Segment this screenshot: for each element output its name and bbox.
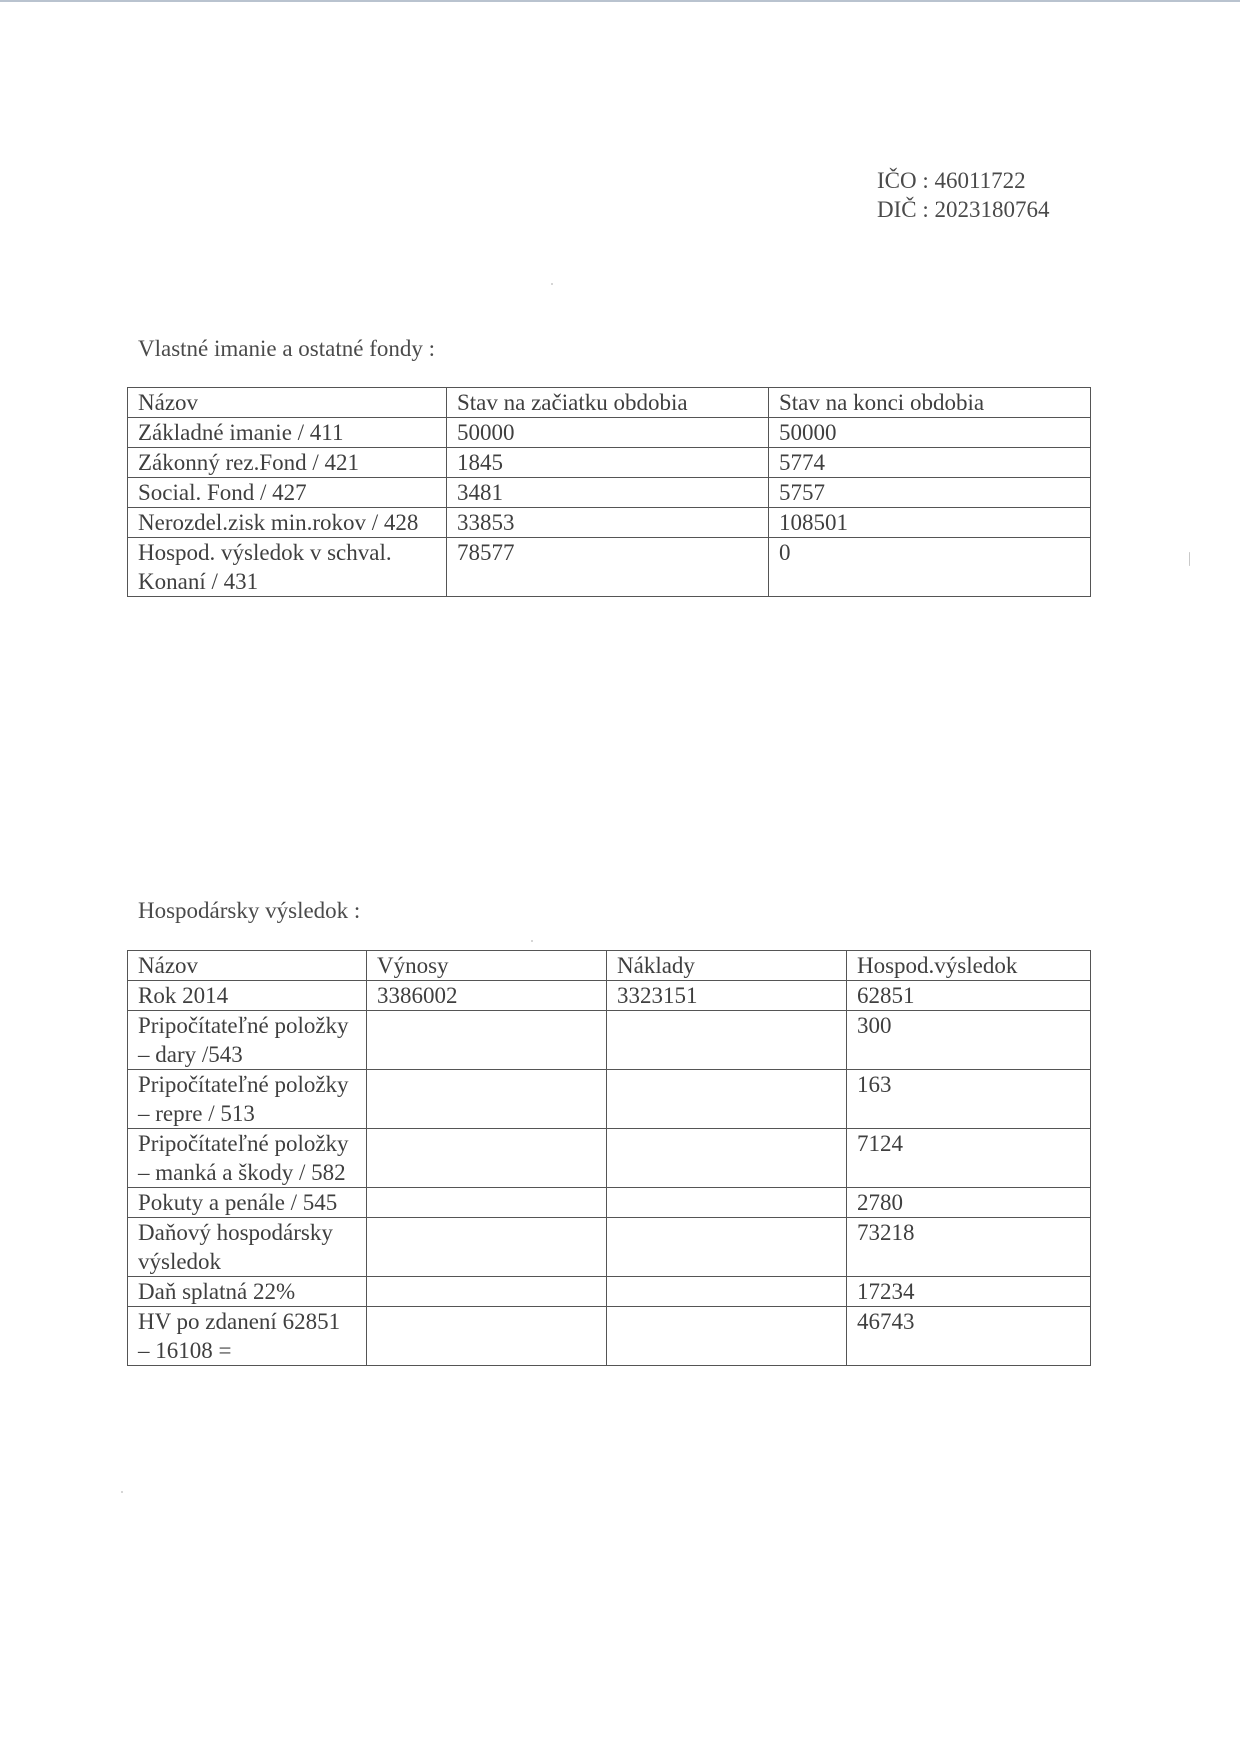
table-cell [367,1218,607,1277]
table-cell: Daň splatná 22% [128,1277,367,1307]
table-cell [607,1129,847,1188]
table-cell: 78577 [447,538,769,597]
table-row [128,1129,1091,1188]
table-cell: Nerozdel.zisk min.rokov / 428 [128,508,447,538]
table-cell: Pokuty a penále / 545 [128,1188,367,1218]
table-cell: 46743 [847,1307,1091,1366]
dic-number: DIČ : 2023180764 [877,197,1050,222]
table-cell [607,1011,847,1070]
table-cell: 163 [847,1070,1091,1129]
equity-section-title: Vlastné imanie a ostatné fondy : [138,336,436,361]
table-row [128,1277,1091,1307]
table-cell: 17234 [847,1277,1091,1307]
table-cell: 300 [847,1011,1091,1070]
table-cell: Rok 2014 [128,981,367,1011]
table-cell [607,1188,847,1218]
table-row [128,1011,1091,1070]
table-cell: Hospod. výsledok v schval. Konaní / 431 [128,538,447,597]
top-border-line [0,0,1240,2]
table-cell: Pripočítateľné položky – dary /543 [128,1011,367,1070]
table-cell: Pripočítateľné položky – manká a škody / 582 [128,1129,367,1188]
column-header: Výnosy [367,951,607,981]
scan-speck [551,283,553,285]
table-cell: HV po zdanení 62851 – 16108 = [128,1307,367,1366]
table-cell: 2780 [847,1188,1091,1218]
company-identifiers [877,166,1050,224]
table-row [128,478,1091,508]
table-cell [367,1188,607,1218]
table-cell [607,1218,847,1277]
table-cell: Základné imanie / 411 [128,418,447,448]
table-cell: 0 [769,538,1091,597]
table-cell: 5774 [769,448,1091,478]
table-cell: Pripočítateľné položky – repre / 513 [128,1070,367,1129]
table-cell [607,1277,847,1307]
column-header: Stav na začiatku obdobia [447,388,769,418]
table-cell: 50000 [769,418,1091,448]
table-cell [367,1070,607,1129]
table-cell: 73218 [847,1218,1091,1277]
column-header: Názov [128,388,447,418]
table-cell [607,1307,847,1366]
table-cell: 33853 [447,508,769,538]
column-header: Názov [128,951,367,981]
column-header: Hospod.výsledok [847,951,1091,981]
table-cell: 108501 [769,508,1091,538]
scan-speck [1189,552,1190,566]
table-cell: 1845 [447,448,769,478]
table-row [128,1307,1091,1366]
table-header-row [128,388,1091,418]
ico-number: IČO : 46011722 [877,168,1026,193]
table-cell: 5757 [769,478,1091,508]
table-cell: Social. Fond / 427 [128,478,447,508]
table-row [128,1188,1091,1218]
table-cell: Zákonný rez.Fond / 421 [128,448,447,478]
scan-speck [531,940,533,942]
table-cell [367,1011,607,1070]
result-table [127,950,1091,1366]
table-row [128,538,1091,597]
table-row [128,418,1091,448]
table-cell [367,1129,607,1188]
table-cell: Daňový hospodársky výsledok [128,1218,367,1277]
table-cell: 3481 [447,478,769,508]
table-row [128,1070,1091,1129]
table-cell: 50000 [447,418,769,448]
equity-table [127,387,1091,597]
table-header-row [128,951,1091,981]
table-row [128,448,1091,478]
table-cell: 62851 [847,981,1091,1011]
table-cell: 3323151 [607,981,847,1011]
table-row [128,508,1091,538]
column-header: Náklady [607,951,847,981]
table-cell [607,1070,847,1129]
column-header: Stav na konci obdobia [769,388,1091,418]
table-row [128,1218,1091,1277]
table-row [128,981,1091,1011]
result-section-title: Hospodársky výsledok : [138,898,361,923]
table-cell: 7124 [847,1129,1091,1188]
table-cell [367,1277,607,1307]
scan-speck [121,1491,123,1493]
table-cell: 3386002 [367,981,607,1011]
table-cell [367,1307,607,1366]
